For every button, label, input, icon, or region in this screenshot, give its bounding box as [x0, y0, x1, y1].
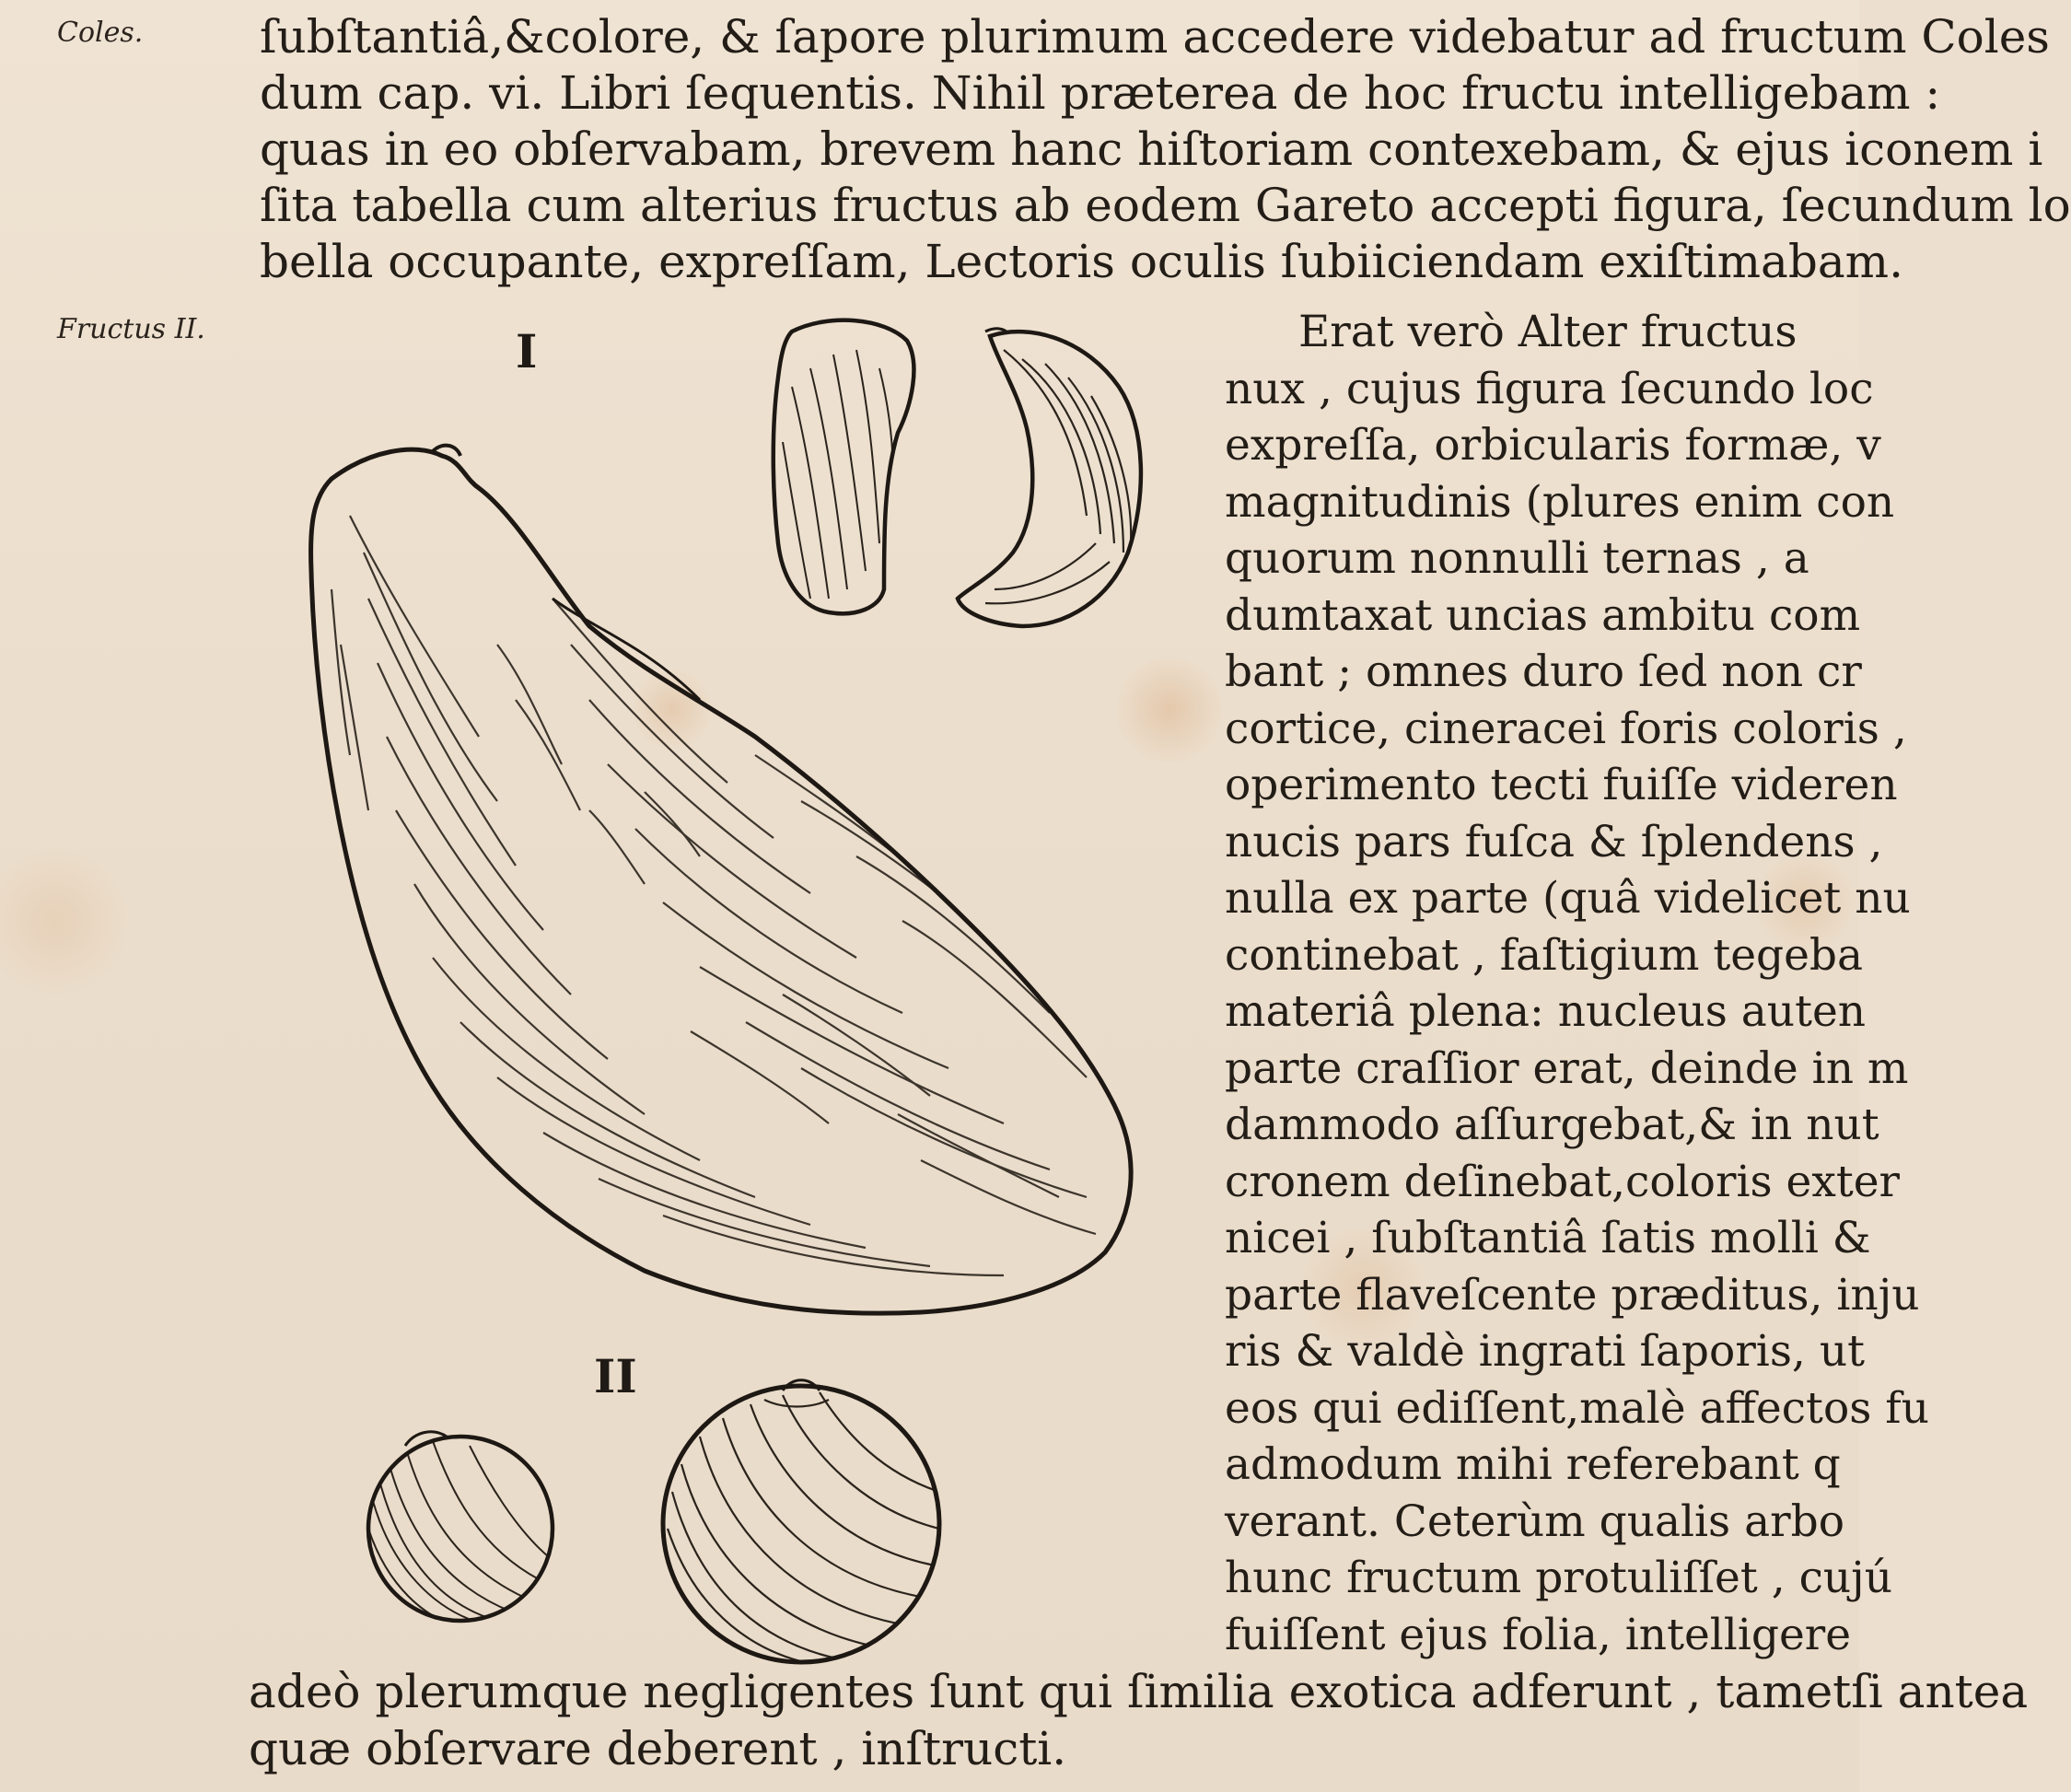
text-line: ris & valdè ingrati ſaporis, ut [1225, 1326, 1865, 1377]
text-line: dammodo aſſurgebat,& in nut [1225, 1100, 1879, 1150]
text-line: materiâ plena: nucleus auten [1225, 986, 1867, 1037]
text-line: parte craſſior erat, deinde in m [1225, 1042, 1909, 1094]
text-line: quorum nonnulli ternas , a [1225, 533, 1809, 584]
kernel-halves-figure [774, 320, 1141, 626]
text-line: ſubſtantiâ,&colore, & ſapore plurimum accedere videbatur ad fructum Coles [260, 10, 2050, 64]
text-line: bella occupante, expreſſam, Lectoris oculis ſubiiciendam exiſtimabam. [260, 235, 1903, 288]
text-line: eos qui ediſſent,malè affectos fu [1225, 1382, 1929, 1434]
text-line: cronem deſinebat,coloris exter [1225, 1156, 1901, 1207]
text-line: parte flaveſcente præditus, inju [1225, 1269, 1920, 1321]
text-line: nulla ex parte (quâ videlicet nu [1225, 873, 1911, 924]
margin-note-fructus: Fructus II. [57, 313, 205, 345]
text-line: bant ; omnes duro ſed non cr [1225, 646, 1862, 697]
text-line: hunc fructum protuliſſet , cujú [1225, 1553, 1893, 1603]
bottom-paragraph [249, 1663, 2029, 1777]
text-line: nucis pars fuſca & ſplendens , [1225, 816, 1883, 867]
text-line: nux , cujus figura ſecundo loc [1225, 363, 1874, 414]
text-line: admodum mihi referebant q [1225, 1439, 1841, 1490]
text-line: continebat , faſtigium tegeba [1225, 929, 1864, 981]
text-line: cortice, cineracei foris coloris , [1225, 703, 1907, 754]
figure-label-i: I [516, 324, 538, 378]
text-line: quas in eo obſervabam, brevem hanc hiſtoriam contexebam, & ejus iconem i [260, 122, 2043, 176]
text-line: expreſſa, orbicularis formæ, v [1225, 420, 1881, 471]
text-line: Erat verò Alter fructus [1298, 307, 1798, 357]
text-line: nicei , ſubſtantiâ ſatis molli & [1225, 1213, 1871, 1263]
text-line: magnitudinis (plures enim con [1225, 476, 1895, 528]
large-kernel-figure [311, 446, 1132, 1314]
text-line: ſita tabella cum alterius fructus ab eodem Gareto accepti figura, ſecundum lo [260, 179, 2071, 232]
round-nuts-figure [368, 1380, 939, 1667]
text-line: operimento tecti fuiſſe videren [1225, 760, 1898, 810]
text-line: dum cap. vi. Libri ſequentis. Nihil præterea de hoc fructu intelligebam : [260, 66, 1941, 120]
right-column-text [1225, 304, 1929, 1663]
figure-label-ii: II [594, 1349, 637, 1403]
text-line: fuiſſent ejus folia, intelligere [1225, 1609, 1852, 1660]
text-line: quæ obſervare deberent , inſtructi. [249, 1722, 1067, 1775]
text-line: adeò plerumque negligentes ſunt qui ſimilia exotica adferunt , tametſi antea [249, 1665, 2029, 1718]
margin-note-coles: Coles. [57, 17, 144, 49]
text-line: verant. Ceterùm qualis arbo [1225, 1495, 1844, 1547]
text-line: dumtaxat uncias ambitu com [1225, 589, 1861, 641]
